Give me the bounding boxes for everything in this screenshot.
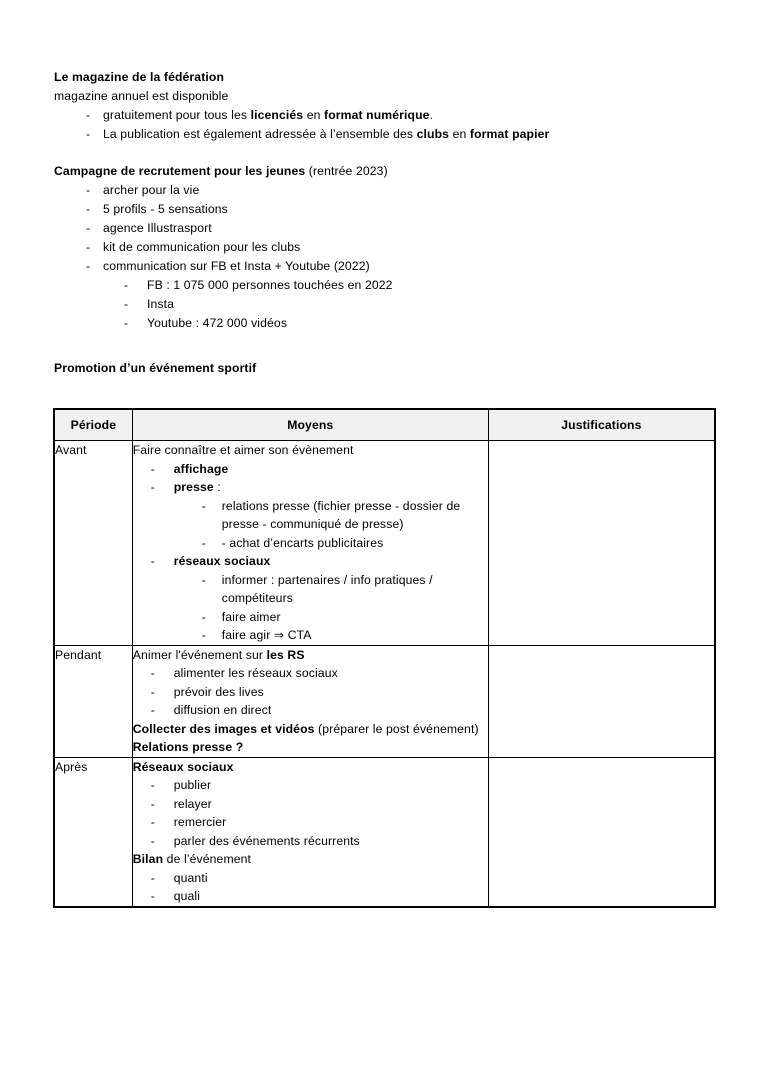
table-heading: Promotion d’un événement sportif	[54, 361, 257, 375]
cell-periode: Pendant	[54, 645, 132, 757]
plain-text: en	[303, 108, 325, 122]
bullet-dash-icon: -	[150, 833, 155, 848]
column-header-periode: Période	[54, 409, 132, 441]
list-item	[133, 534, 488, 553]
list-item	[54, 125, 718, 144]
bullet-dash-icon: -	[124, 278, 129, 292]
plain-text: archer pour la vie	[103, 183, 200, 197]
plain-text: remercier	[173, 815, 227, 829]
table-row	[54, 441, 715, 646]
plain-text: Youtube : 472 000 vidéos	[147, 316, 288, 330]
list-item	[54, 106, 718, 125]
plain-text: Animer l'événement sur	[132, 647, 267, 662]
section-heading	[54, 68, 718, 87]
plain-text: .	[429, 108, 434, 122]
cell-justifications	[488, 645, 715, 757]
cell-moyens	[132, 441, 488, 646]
cell-sub-bullet-list	[133, 571, 488, 645]
cell-paragraph	[133, 738, 488, 757]
emphasis-text: réseaux sociaux	[173, 554, 271, 568]
plain-text: Insta	[147, 297, 175, 311]
bullet-dash-icon: -	[150, 815, 155, 829]
cell-moyens	[132, 757, 488, 907]
list-item	[133, 460, 488, 479]
list-item	[54, 276, 718, 295]
table-header-row	[54, 409, 715, 441]
section-heading-text: Le magazine de la fédération	[54, 70, 225, 84]
plain-text: faire agir ⇒ CTA	[221, 628, 312, 642]
bullet-dash-icon: -	[150, 666, 155, 680]
bullet-dash-icon: -	[150, 796, 155, 811]
bullet-dash-icon: -	[150, 889, 155, 903]
list-item	[54, 257, 718, 276]
bullet-dash-icon: -	[86, 221, 91, 235]
section-intro: magazine annuel est disponible	[54, 89, 229, 103]
emphasis-text: affichage	[173, 461, 229, 476]
column-header-justifications: Justifications	[488, 409, 715, 441]
bullet-dash-icon: -	[86, 259, 91, 273]
bullet-dash-icon: -	[86, 240, 91, 254]
cell-bullet-list	[133, 869, 488, 906]
plain-text: diffusion en direct	[173, 703, 272, 717]
plain-text: communication sur FB et Insta + Youtube (2022)	[103, 259, 370, 273]
list-item	[133, 701, 488, 720]
list-item	[54, 238, 718, 257]
plain-text: (préparer le post événement)	[314, 721, 479, 736]
bullet-dash-icon: -	[124, 316, 129, 330]
plain-text: informer : partenaires / info pratiques / compétiteurs	[221, 572, 433, 605]
plain-text: parler des événements récurrents	[173, 833, 360, 848]
cell-paragraph	[133, 720, 488, 739]
column-header-moyens: Moyens	[132, 409, 488, 441]
cell-periode: Avant	[54, 441, 132, 646]
bullet-dash-icon: -	[201, 535, 206, 550]
plain-text: - achat d’encarts publicitaires	[221, 535, 384, 550]
plain-text: FB : 1 075 000 personnes touchées en 2022	[147, 278, 393, 292]
emphasis-text: clubs	[416, 127, 450, 141]
cell-bullet-list	[133, 776, 488, 850]
document-body	[54, 68, 718, 378]
section-bullet-list	[54, 106, 718, 144]
plain-text: relayer	[173, 796, 212, 811]
text-sections	[54, 68, 718, 333]
cell-paragraph	[133, 758, 488, 777]
emphasis-text: format papier	[469, 127, 550, 141]
plain-text: kit de communication pour les clubs	[103, 240, 301, 254]
plain-text: faire aimer	[221, 609, 281, 624]
bullet-dash-icon: -	[201, 609, 206, 624]
section-heading-suffix: (rentrée 2023)	[305, 164, 388, 178]
emphasis-text: licenciés	[250, 108, 304, 122]
section-heading-text: Campagne de recrutement pour les jeunes	[54, 164, 306, 178]
section-sub-bullet-list	[54, 276, 718, 333]
bullet-dash-icon: -	[150, 684, 155, 699]
plain-text: de l’événement	[163, 852, 252, 866]
list-item	[133, 664, 488, 683]
cell-bullet-list	[133, 552, 488, 571]
bullet-dash-icon: -	[201, 572, 206, 587]
cell-bullet-list	[133, 664, 488, 720]
list-item	[133, 832, 488, 851]
list-item	[54, 295, 718, 314]
cell-justifications	[488, 441, 715, 646]
cell-moyens	[132, 645, 488, 757]
bullet-dash-icon: -	[150, 778, 155, 792]
bullet-dash-icon: -	[150, 480, 155, 494]
plain-text: relations presse (fichier presse - dossier de presse - communiqué de presse)	[221, 498, 461, 531]
list-item	[54, 181, 718, 200]
spacer	[54, 333, 718, 359]
list-item	[133, 626, 488, 645]
cell-justifications	[488, 757, 715, 907]
bullet-dash-icon: -	[150, 554, 155, 568]
list-item	[133, 795, 488, 814]
plain-text: Faire connaître et aimer son évènement	[132, 443, 354, 457]
bullet-dash-icon: -	[124, 297, 129, 311]
list-item	[133, 478, 488, 497]
list-item	[133, 571, 488, 608]
plain-text: :	[213, 480, 221, 494]
emphasis-text: Collecter des images et vidéos	[132, 721, 315, 736]
list-item	[133, 497, 488, 534]
plain-text: alimenter les réseaux sociaux	[173, 666, 338, 680]
plain-text: 5 profils - 5 sensations	[103, 202, 228, 216]
cell-sub-bullet-list	[133, 497, 488, 553]
list-item	[133, 552, 488, 571]
list-item	[133, 776, 488, 795]
plain-text: prévoir des lives	[173, 684, 264, 699]
plain-text: La publication est également adressée à l’ensemble des	[103, 127, 417, 141]
list-item	[133, 869, 488, 888]
bullet-dash-icon: -	[86, 202, 91, 216]
bullet-dash-icon: -	[150, 703, 155, 717]
bullet-dash-icon: -	[150, 870, 155, 885]
table-row	[54, 757, 715, 907]
emphasis-text: format numérique	[324, 108, 430, 122]
spacer	[54, 144, 718, 162]
bullet-dash-icon: -	[201, 498, 206, 513]
bullet-dash-icon: -	[86, 127, 91, 141]
cell-paragraph	[133, 646, 488, 665]
table-row	[54, 645, 715, 757]
table-body	[54, 441, 715, 907]
promotion-table-wrapper	[53, 408, 716, 908]
bullet-dash-icon: -	[86, 108, 91, 122]
list-item	[133, 608, 488, 627]
emphasis-text: Relations presse ?	[132, 740, 244, 754]
table-head	[54, 409, 715, 441]
bullet-dash-icon: -	[201, 628, 206, 642]
cell-paragraph	[133, 441, 488, 460]
cell-bullet-list	[133, 460, 488, 497]
cell-periode: Après	[54, 757, 132, 907]
list-item	[54, 314, 718, 333]
promotion-table	[53, 408, 716, 908]
list-item	[54, 200, 718, 219]
plain-text: quanti	[173, 870, 208, 885]
list-item	[133, 813, 488, 832]
list-item	[54, 219, 718, 238]
plain-text: agence Illustrasport	[103, 221, 212, 235]
section-heading	[54, 162, 718, 181]
plain-text: quali	[173, 889, 201, 903]
plain-text: publier	[173, 778, 212, 792]
emphasis-text: presse	[173, 480, 214, 494]
bullet-dash-icon: -	[150, 461, 155, 476]
plain-text: en	[449, 127, 470, 141]
list-item	[133, 887, 488, 906]
emphasis-text: Réseaux sociaux	[132, 759, 234, 774]
cell-paragraph	[133, 850, 488, 869]
section-bullet-list	[54, 181, 718, 333]
list-item	[133, 683, 488, 702]
emphasis-text: les RS	[266, 647, 305, 662]
bullet-dash-icon: -	[86, 183, 91, 197]
plain-text: gratuitement pour tous les	[103, 108, 251, 122]
emphasis-text: Bilan	[132, 852, 164, 866]
